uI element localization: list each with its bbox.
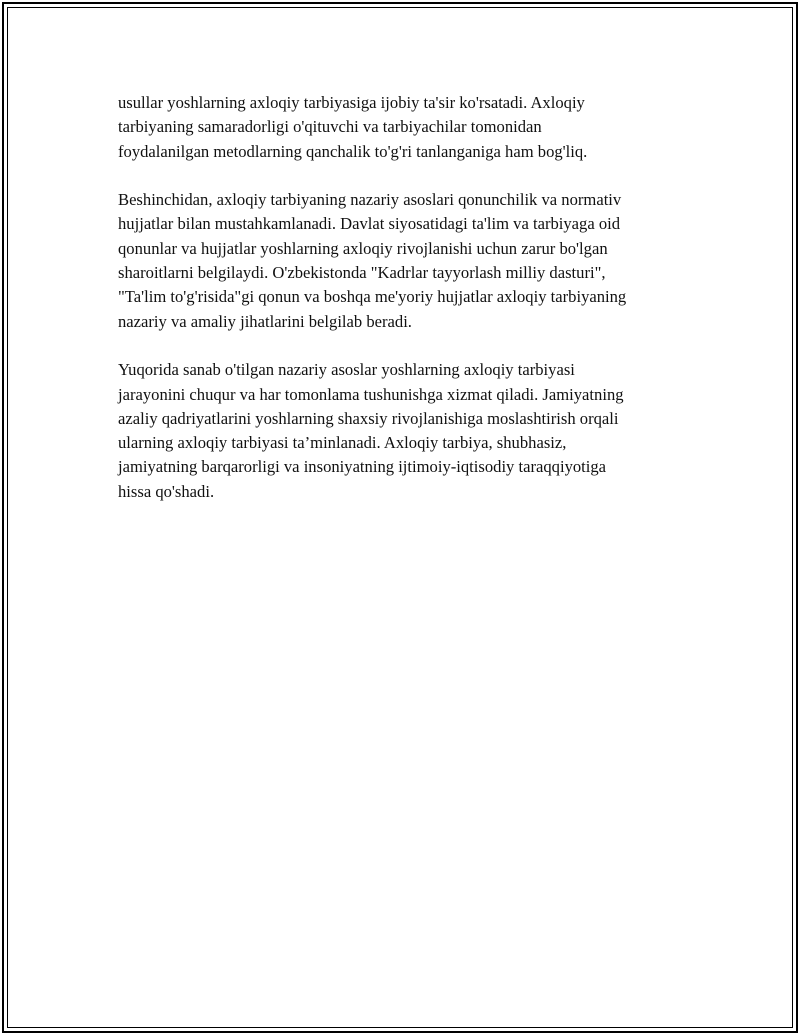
paragraph-legal-foundations: Beshinchidan, axloqiy tarbiyaning nazariy asoslari qonunchilik va normativ hujjatlar bilan mustahkamlanadi. Davlat siyosatidagi ta'lim va tarbiyaga oid qonunlar va hujjatlar yoshlarning axloqiy rivojlanishi uchun zarur bo'lgan sharoitlarni belgilaydi. O'zbekistonda "Kadrlar tayyorlash milliy dasturi", "Ta'lim to'g'risida"gi qonun va boshqa me'yoriy hujjatlar axloqiy tarbiyaning nazariy va amaliy jihatlarini belgilab beradi. [118, 190, 627, 331]
document-body [118, 91, 698, 528]
paragraph-conclusion: Yuqorida sanab o'tilgan nazariy asoslar yoshlarning axloqiy tarbiyasi jarayonini chuqur va har tomonlama tushunishga xizmat qiladi. Jamiyatning azaliy qadriyatlarini yoshlarning shaxsiy rivojlanishiga moslashtirish orqali ularning axloqiy tarbiyasi ta’minlanadi. Axloqiy tarbiya, shubhasiz, jamiyatning barqarorligi va insoniyatning ijtimoiy-iqtisodiy taraqqiyotiga hissa qo'shadi. [118, 360, 624, 501]
paragraph-methods-effectiveness: usullar yoshlarning axloqiy tarbiyasiga ijobiy ta'sir ko'rsatadi. Axloqiy tarbiyaning samaradorligi o'qituvchi va tarbiyachilar tomonidan foydalanilgan metodlarning qanchalik to'g'ri tanlanganiga ham bog'liq. [118, 93, 588, 161]
